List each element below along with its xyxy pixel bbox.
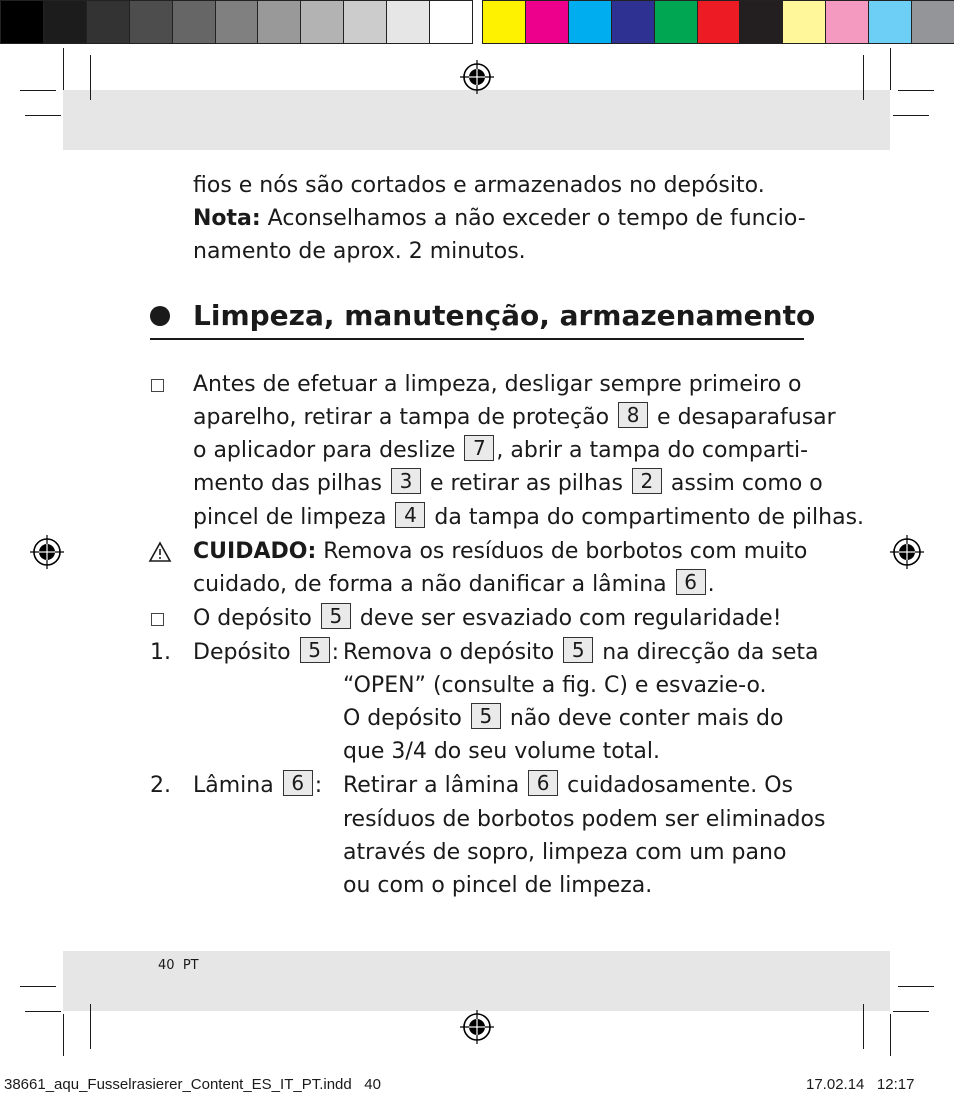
color-swatch (129, 0, 173, 44)
warning-triangle-icon (148, 541, 172, 563)
color-swatch (739, 0, 783, 44)
crop-mark (893, 1011, 929, 1012)
grayscale-color-bar (0, 0, 472, 46)
slug-datetime: 17.02.14 12:17 (806, 1076, 915, 1093)
bullet1-line-1: Antes de efetuar a limpeza, desligar sempre primeiro o (193, 372, 802, 397)
bullet1-line-3: o aplicador para deslize 7 , abrir a tampa do comparti- (193, 436, 809, 463)
part-ref-6: 6 (283, 770, 313, 796)
color-swatch (525, 0, 569, 44)
note-label: Nota: (193, 206, 261, 231)
part-ref-7: 7 (464, 435, 494, 461)
crop-mark (20, 986, 56, 987)
step1-line-2: “OPEN” (consulte a fig. C) e esvazie-o. (343, 673, 767, 698)
bullet1-line-4: mento das pilhas 3 e retirar as pilhas 2 assim como o (193, 469, 823, 496)
color-swatch (257, 0, 301, 44)
crop-mark (893, 115, 929, 116)
crop-mark (63, 48, 64, 90)
crop-mark (898, 986, 934, 987)
color-swatch (86, 0, 130, 44)
color-swatch (911, 0, 954, 44)
color-swatch (697, 0, 741, 44)
step2-label: Lâmina 6 : (193, 771, 323, 798)
intro-note (193, 202, 806, 235)
color-swatch (386, 0, 430, 44)
crop-mark (25, 115, 61, 116)
crop-mark (863, 55, 864, 100)
part-ref-5: 5 (471, 703, 501, 729)
bullet2-line: O depósito 5 deve ser esvaziado com regularidade! (193, 604, 782, 631)
process-color-bar (482, 0, 954, 46)
section-title: Limpeza, manutenção, armazenamento (193, 299, 816, 332)
color-swatch (654, 0, 698, 44)
part-ref-4: 4 (395, 502, 425, 528)
crop-mark (890, 1014, 891, 1056)
color-swatch (0, 0, 44, 44)
slug-filename: 38661_aqu_Fusselrasierer_Content_ES_IT_PT.indd 40 (4, 1076, 381, 1093)
registration-mark-icon (460, 60, 494, 94)
part-ref-8: 8 (618, 402, 648, 428)
color-swatch (172, 0, 216, 44)
color-swatch (300, 0, 344, 44)
step1-line-3: O depósito 5 não deve conter mais do (343, 704, 784, 731)
color-swatch (43, 0, 87, 44)
square-bullet-icon (151, 613, 164, 626)
intro-line-1: fios e nós são cortados e armazenados no depósito. (193, 173, 765, 198)
slug-page: 40 (364, 1076, 381, 1093)
part-ref-5: 5 (321, 603, 351, 629)
caution-label: CUIDADO: (193, 539, 317, 564)
intro-line-3: namento de aprox. 2 minutos. (193, 239, 526, 264)
header-band (63, 90, 890, 150)
color-swatch (782, 0, 826, 44)
part-ref-5: 5 (563, 637, 593, 663)
part-ref-3: 3 (391, 468, 421, 494)
step2-line-3: através de sopro, limpeza com um pano (343, 840, 787, 865)
color-swatch (825, 0, 869, 44)
registration-mark-icon (890, 535, 924, 569)
crop-mark (90, 55, 91, 100)
step2-line-2: resíduos de borbotos podem ser eliminados (343, 807, 826, 832)
bullet1-line-2: aparelho, retirar a tampa de proteção 8 e desaparafusar (193, 403, 836, 430)
step2-line-1: Retirar a lâmina 6 cuidadosamente. Os (343, 771, 793, 798)
crop-mark (898, 90, 934, 91)
color-swatch (215, 0, 259, 44)
language-code: PT (182, 958, 199, 973)
step1-line-4: que 3/4 do seu volume total. (343, 739, 660, 764)
crop-mark (863, 1004, 864, 1049)
color-swatch (343, 0, 387, 44)
step2-line-4: ou com o pincel de limpeza. (343, 873, 653, 898)
part-ref-5: 5 (300, 637, 330, 663)
color-swatch (429, 0, 473, 44)
crop-mark (25, 1011, 61, 1012)
intro-line-2: Aconselhamos a não exceder o tempo de funcio- (260, 206, 806, 231)
step1-line-1: Remova o depósito 5 na direcção da seta (343, 638, 819, 665)
crop-mark (63, 1014, 64, 1056)
color-swatch (568, 0, 612, 44)
color-swatch (611, 0, 655, 44)
caution-line-1: CUIDADO: Remova os resíduos de borbotos com muito (193, 539, 808, 564)
registration-mark-icon (460, 1010, 494, 1044)
crop-mark (20, 90, 56, 91)
part-ref-6: 6 (676, 569, 706, 595)
part-ref-6: 6 (528, 770, 558, 796)
crop-mark (890, 48, 891, 90)
section-heading (150, 296, 816, 340)
color-swatch (868, 0, 912, 44)
bullet-dot-icon (150, 306, 170, 326)
step1-label: Depósito 5 : (193, 638, 339, 665)
step1-number: 1. (150, 640, 171, 665)
registration-mark-icon (30, 535, 64, 569)
crop-mark (90, 1004, 91, 1049)
part-ref-2: 2 (632, 468, 662, 494)
step2-number: 2. (150, 773, 171, 798)
color-swatch (482, 0, 526, 44)
page-number: 40 PT (158, 958, 199, 973)
square-bullet-icon (151, 379, 164, 392)
bullet1-line-5: pincel de limpeza 4 da tampa do compartimento de pilhas. (193, 503, 865, 530)
caution-line-2: cuidado, de forma a não danificar a lâmina 6 . (193, 570, 715, 597)
